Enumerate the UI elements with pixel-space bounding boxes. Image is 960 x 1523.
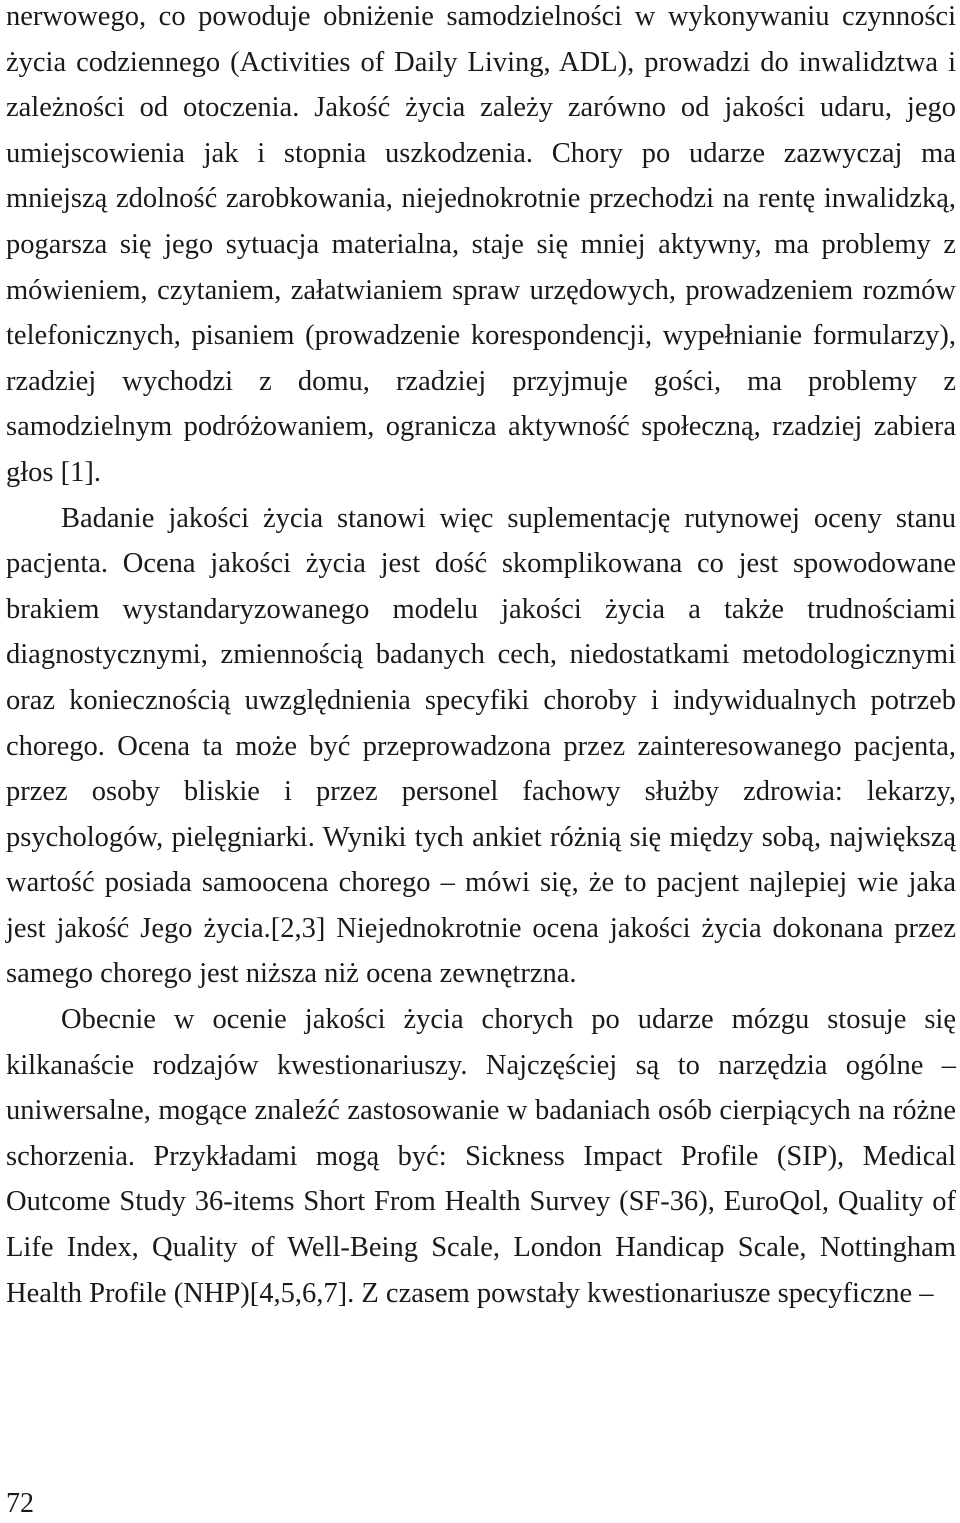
page-number: 72 <box>6 1488 34 1519</box>
document-page <box>6 0 956 1316</box>
paragraph-adl-impact: nerwowego, co powoduje obniżenie samodzielności w wykonywaniu czynności życia codziennego (Activities of Daily Living, ADL), prowadzi do inwalidztwa i zależności od otoczenia. Jakość życia zależy zarówno od jakości udaru, jego umiejscowienia jak i stopnia uszkodzenia. Chory po udarze zazwyczaj ma mniejszą zdolność zarobkowania, niejednokrotnie przechodzi na rentę inwalidzką, pogarsza się jego sytuacja materialna, staje się mniej aktywny, ma problemy z mówieniem, czytaniem, załatwianiem spraw urzędowych, prowadzeniem rozmów telefonicznych, pisaniem (prowadzenie korespondencji, wypełnianie formularzy), rzadziej wychodzi z domu, rzadziej przyjmuje gości, ma problemy z samodzielnym podróżowaniem, ogranicza aktywność społeczną, rzadziej zabiera głos [1]. <box>6 1 956 488</box>
paragraph-questionnaires: Obecnie w ocenie jakości życia chorych po udarze mózgu stosuje się kilkanaście rodzajów kwestionariuszy. Najczęściej są to narzędzia ogólne – uniwersalne, mogące znaleźć zastosowanie w badaniach osób cierpiących na różne schorzenia. Przykładami mogą być: Sickness Impact Profile (SIP), Medical Outcome Study 36-items Short From Health Survey (SF-36), EuroQol, Quality of Life Index, Quality of Well-Being Scale, London Handicap Scale, Nottingham Health Profile (NHP)[4,5,6,7]. Z czasem powstały kwestionariusze specyficzne – <box>6 1004 956 1309</box>
paragraph-quality-assessment: Badanie jakości życia stanowi więc suplementację rutynowej oceny stanu pacjenta. Ocena jakości życia jest dość skomplikowana co jest spowodowane brakiem wystandaryzowanego modelu jakości życia a także trudnościami diagnostycznymi, zmiennością badanych cech, niedostatkami metodologicznymi oraz koniecznością uwzględnienia specyfiki choroby i indywidualnych potrzeb chorego. Ocena ta może być przeprowadzona przez zainteresowanego pacjenta, przez osoby bliskie i przez personel fachowy służby zdrowia: lekarzy, psychologów, pielęgniarki. Wyniki tych ankiet różnią się między sobą, największą wartość posiada samoocena chorego – mówi się, że to pacjent najlepiej wie jaka jest jakość Jego życia.[2,3] Niejednokrotnie ocena jakości życia dokonana przez samego chorego jest niższa niż ocena zewnętrzna. <box>6 502 956 990</box>
